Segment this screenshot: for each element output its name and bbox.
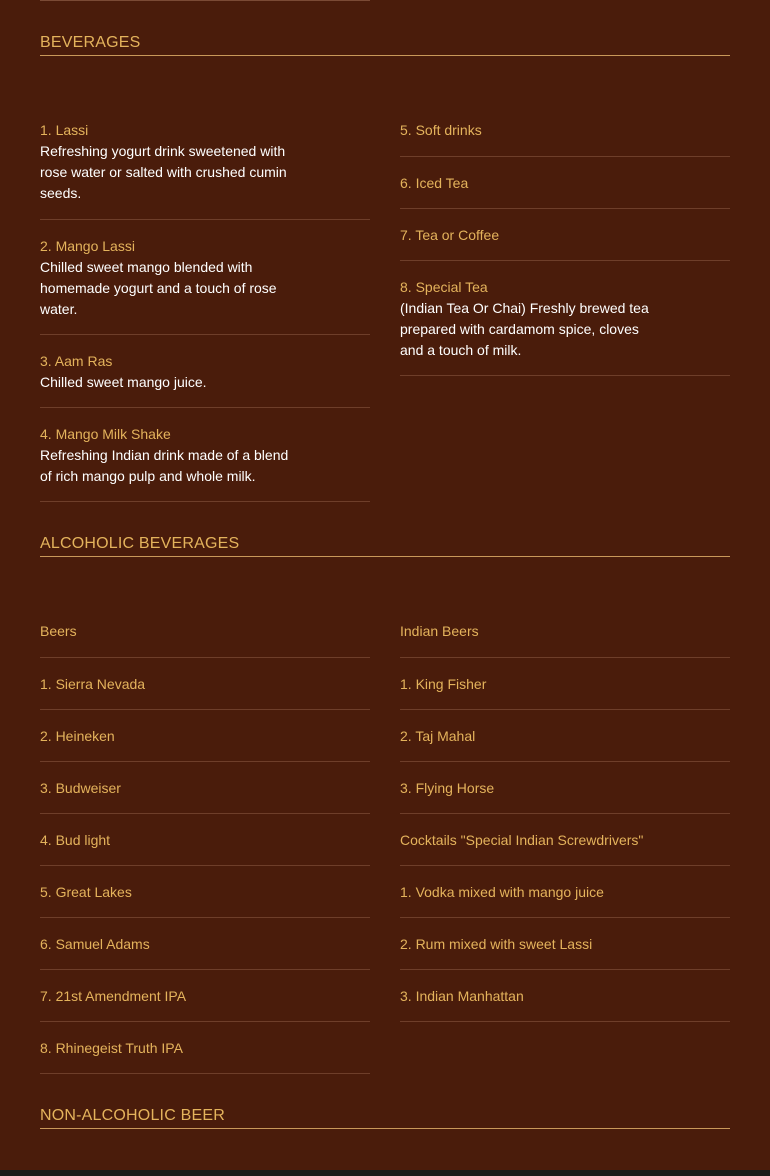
item-title: 2. Taj Mahal — [400, 728, 476, 744]
menu-item-aam-ras — [40, 335, 370, 407]
list-item — [400, 762, 730, 813]
item-title: 1. Vodka mixed with mango juice — [400, 884, 604, 900]
item-title: 1. Lassi — [40, 122, 89, 138]
beverages-right-column — [400, 120, 730, 376]
item-description: Refreshing Indian drink made of a blend of rich mango pulp and whole milk. — [40, 447, 289, 484]
item-title: Cocktails "Special Indian Screwdrivers" — [400, 832, 644, 848]
item-title: 3. Budweiser — [40, 780, 121, 796]
section-heading-alcoholic-beverages: ALCOHOLIC BEVERAGES — [40, 533, 730, 557]
bottom-strip — [0, 1170, 770, 1176]
divider — [40, 501, 370, 502]
menu-item-lassi — [40, 120, 370, 219]
item-title: 1. King Fisher — [400, 676, 487, 692]
list-item — [400, 658, 730, 709]
item-description: Refreshing yogurt drink sweetened with rose water or salted with crushed cumin seeds. — [40, 143, 287, 201]
list-item — [40, 658, 370, 709]
list-item — [40, 621, 370, 657]
item-description: Chilled sweet mango juice. — [40, 374, 207, 390]
list-item — [40, 1022, 370, 1073]
list-item — [400, 918, 730, 969]
list-item — [40, 814, 370, 865]
item-title: 3. Flying Horse — [400, 780, 495, 796]
item-title: 6. Samuel Adams — [40, 936, 150, 952]
item-title: 3. Indian Manhattan — [400, 988, 524, 1004]
divider — [400, 375, 730, 376]
menu-item-special-tea — [400, 261, 730, 375]
item-title: 7. 21st Amendment IPA — [40, 988, 187, 1004]
item-title: 3. Aam Ras — [40, 353, 113, 369]
list-item — [400, 814, 730, 865]
item-title: 8. Rhinegeist Truth IPA — [40, 1040, 183, 1056]
menu-item-iced-tea — [400, 157, 730, 208]
item-title: 7. Tea or Coffee — [400, 227, 500, 243]
item-title: Indian Beers — [400, 623, 479, 639]
item-description: Chilled sweet mango blended with homemade yogurt and a touch of rose water. — [40, 259, 277, 317]
item-title: 2. Heineken — [40, 728, 115, 744]
item-title: 1. Sierra Nevada — [40, 676, 146, 692]
beverages-left-column — [40, 120, 370, 502]
item-title: 2. Rum mixed with sweet Lassi — [400, 936, 593, 952]
divider — [400, 1021, 730, 1022]
item-title: 5. Great Lakes — [40, 884, 132, 900]
list-item — [40, 918, 370, 969]
item-title: 2. Mango Lassi — [40, 238, 135, 254]
list-item — [400, 866, 730, 917]
menu-item-mango-lassi — [40, 220, 370, 334]
item-description: (Indian Tea Or Chai) Freshly brewed tea prepared with cardamom spice, cloves and a touch of milk. — [400, 300, 649, 358]
list-item — [40, 970, 370, 1021]
item-title: 5. Soft drinks — [400, 122, 482, 138]
section-heading-beverages: BEVERAGES — [40, 32, 730, 56]
item-title: Beers — [40, 623, 77, 639]
item-title: 4. Bud light — [40, 832, 111, 848]
list-item — [400, 621, 730, 657]
item-title: 8. Special Tea — [400, 279, 488, 295]
item-title: 6. Iced Tea — [400, 175, 469, 191]
alcoholic-left-column — [40, 621, 370, 1074]
divider — [40, 1073, 370, 1074]
list-item — [40, 866, 370, 917]
menu-item-mango-milk-shake — [40, 408, 370, 501]
menu-item-soft-drinks — [400, 120, 730, 156]
list-item — [40, 710, 370, 761]
menu-item-tea-or-coffee — [400, 209, 730, 260]
list-item — [40, 762, 370, 813]
list-item — [400, 710, 730, 761]
list-item — [400, 970, 730, 1021]
section-heading-non-alcoholic-beer: NON-ALCOHOLIC BEER — [40, 1105, 730, 1129]
item-title: 4. Mango Milk Shake — [40, 426, 171, 442]
top-divider — [40, 0, 370, 1]
alcoholic-right-column — [400, 621, 730, 1022]
